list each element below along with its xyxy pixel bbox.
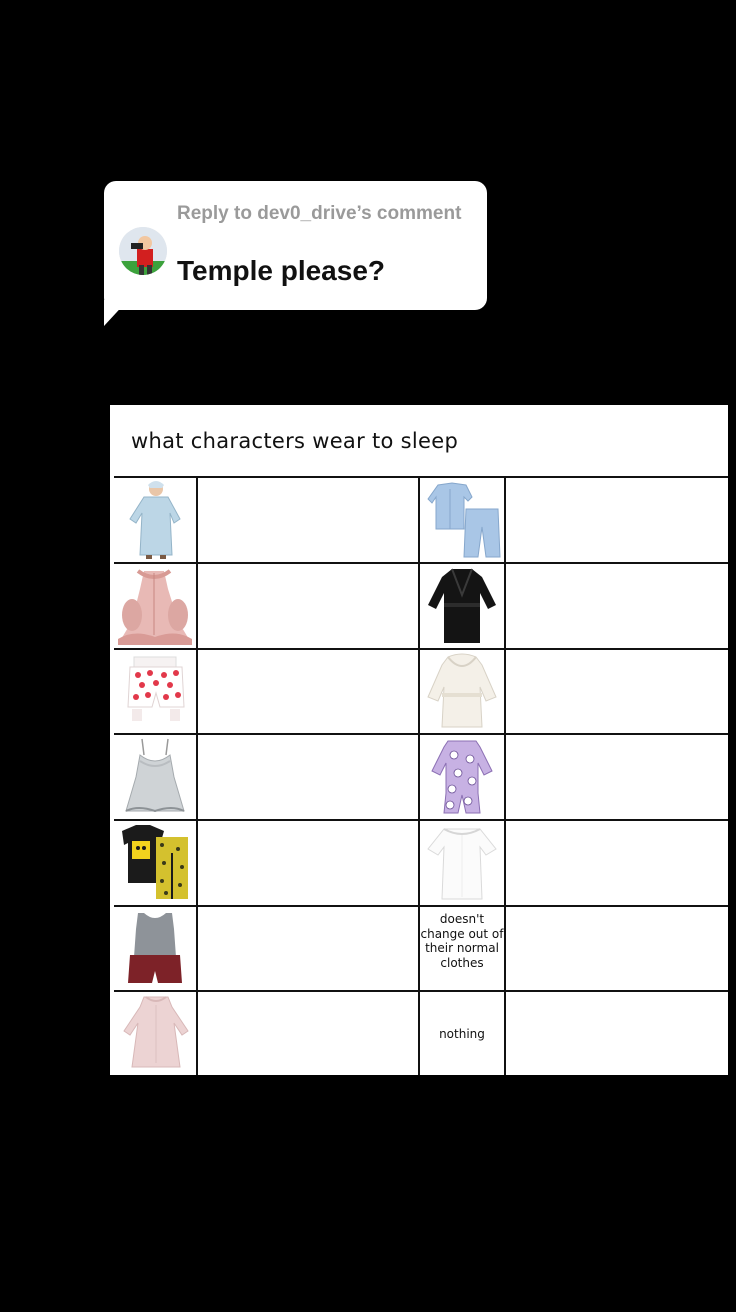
normal-clothes-label: doesn't change out of their normal clothes [420,912,504,970]
hello-kitty-onesie-icon [422,737,502,817]
pink-nightgown-icon [116,993,196,1073]
grid-line [114,990,728,992]
grid-line [418,476,420,1075]
tank-and-shorts-icon [120,909,190,989]
reply-bubble [104,181,487,310]
black-robe-icon [422,565,502,647]
silver-slip-icon [118,737,192,817]
grid-line [114,476,728,478]
grid-line [114,733,728,735]
sleepwear-chart [110,405,728,1075]
fluffy-white-robe-icon [422,651,502,731]
grid-line [114,905,728,907]
spongebob-pajamas-icon [116,823,196,903]
nightshirt-icon [116,479,194,561]
heart-boxers-icon [120,653,192,727]
reply-to-label: Reply to dev0_drive’s comment [177,203,462,224]
chart-title: what characters wear to sleep [131,429,459,453]
grid-line [114,819,728,821]
grid-line [114,648,728,650]
grid-line [114,562,728,564]
avatar [119,227,167,275]
pink-feather-robe-icon [114,565,196,647]
reply-bubble-tail [104,300,128,326]
grid-line [196,476,198,1075]
nothing-label: nothing [439,1027,485,1041]
blue-pajama-set-icon [422,479,502,561]
reply-comment-text: Temple please? [177,255,386,286]
white-blouse-icon [422,823,502,903]
grid-line [504,476,506,1075]
